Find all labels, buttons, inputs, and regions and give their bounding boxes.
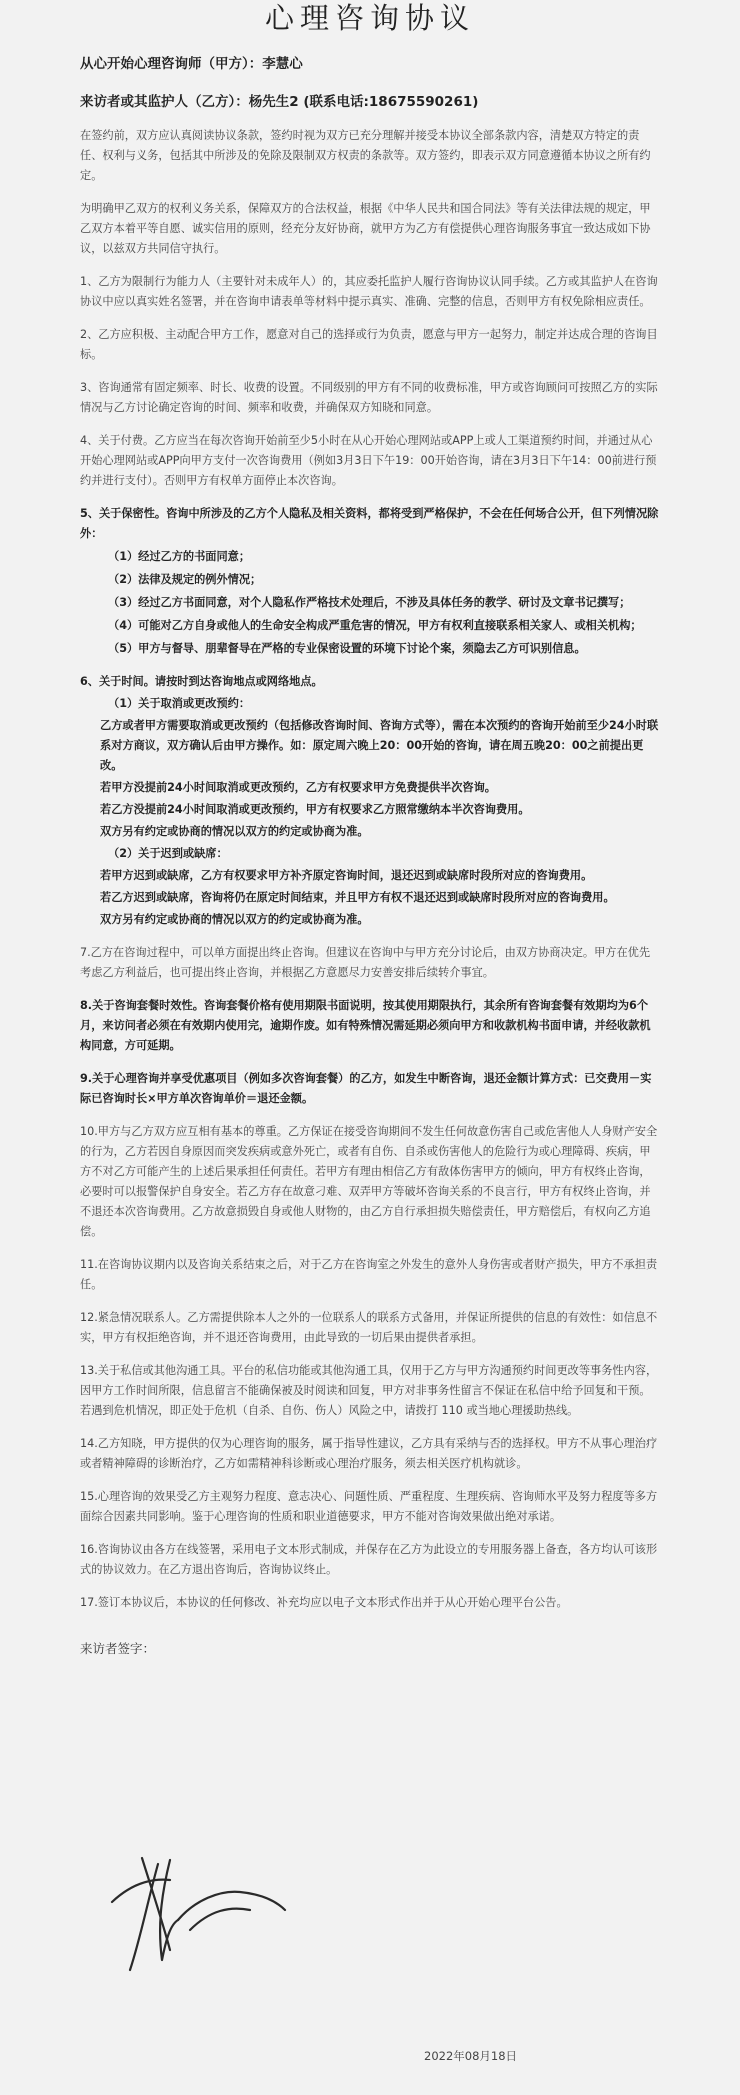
clause-16: 16.咨询协议由各方在线签署，采用电子文本形式制成，并保存在乙方为此设立的专用服务器上备查，各方均认可该形式的协议效力。在乙方退出咨询后，咨询协议终止。 xyxy=(80,1543,658,1576)
sign-date: 2022年08月18日 xyxy=(424,2049,518,2063)
clause-2: 2、乙方应积极、主动配合甲方工作，愿意对自己的选择或行为负责，愿意与甲方一起努力，制定并达成合理的咨询目标。 xyxy=(80,328,658,361)
clause-14: 14.乙方知晓，甲方提供的仅为心理咨询的服务，属于指导性建议，乙方具有采纳与否的选择权。甲方不从事心理治疗或者精神障碍的诊断治疗，乙方如需精神科诊断或心理治疗服务，须去相关医疗机构就诊。 xyxy=(80,1437,658,1470)
clause-6-sub-1-text: 乙方或者甲方需要取消或更改预约（包括修改咨询时间、咨询方式等），需在本次预约的咨询开始前至少24小时联系对方商议，双方确认后由甲方操作。如：原定周六晚上20：00开始的咨询，请在周五晚20：00之前提出更改。 xyxy=(100,719,659,772)
clause-4: 4、关于付费。乙方应当在每次咨询开始前至少5小时在从心开始心理网站或APP上或人工渠道预约时间，并通过从心开始心理网站或APP向甲方支付一次咨询费用（例如3月3日下午19：00开始咨询，请在3月3日下午14：00前进行预约并进行支付）。否则甲方有权单方面停止本次咨询。 xyxy=(80,434,657,487)
clause-6-sub-2-line-1: 若甲方迟到或缺席，乙方有权要求甲方补齐原定咨询时间，退还迟到或缺席时段所对应的咨询费用。 xyxy=(100,869,593,882)
page-title: 心理咨询协议 xyxy=(264,1,475,35)
intro-paragraph-2: 为明确甲乙双方的权利义务关系，保障双方的合法权益，根据《中华人民共和国合同法》等有关法律法规的规定，甲乙双方本着平等自愿、诚实信用的原则，经充分友好协商，就甲方为乙方有偿提供心理咨询服务事宜一致达成如下协议，以兹双方共同信守执行。 xyxy=(80,202,651,255)
clause-5: 5、关于保密性。咨询中所涉及的乙方个人隐私及相关资料，都将受到严格保护，不会在任何场合公开，但下列情况除外： xyxy=(80,507,659,540)
clause-7: 7.乙方在咨询过程中，可以单方面提出终止咨询。但建议在咨询中与甲方充分讨论后，由双方协商决定。甲方在优先考虑乙方利益后，也可提出终止咨询，并根据乙方意愿尽力安善安排后续转介事宜。 xyxy=(80,946,651,979)
handwritten-signature xyxy=(100,1830,340,1980)
clause-9: 9.关于心理咨询并享受优惠项目（例如多次咨询套餐）的乙方，如发生中断咨询，退还金额计算方式：已交费用－实际已咨询时长×甲方单次咨询单价＝退还金额。 xyxy=(80,1072,652,1105)
clause-17: 17.签订本协议后，本协议的任何修改、补充均应以电子文本形式作出并于从心开始心理平台公告。 xyxy=(80,1596,568,1609)
clause-15: 15.心理咨询的效果受乙方主观努力程度、意志决心、问题性质、严重程度、生理疾病、咨询师水平及努力程度等多方面综合因素共同影响。鉴于心理咨询的性质和职业道德要求，甲方不能对咨询效果做出绝对承诺。 xyxy=(80,1490,658,1523)
clause-5-item-5: （5）甲方与督导、朋辈督导在严格的专业保密设置的环境下讨论个案，须隐去乙方可识别信息。 xyxy=(108,642,586,655)
clause-5-item-3: （3）经过乙方书面同意，对个人隐私作严格技术处理后，不涉及具体任务的教学、研讨及文章书记撰写； xyxy=(108,596,631,609)
clause-8: 8.关于咨询套餐时效性。咨询套餐价格有使用期限书面说明，按其使用期限执行，其余所有咨询套餐有效期均为6个月，来访问者必须在有效期内使用完，逾期作废。如有特殊情况需延期必须向甲方和收款机构书面申请，并经收款机构同意，方可延期。 xyxy=(80,999,651,1052)
clause-5-item-4: （4）可能对乙方自身或他人的生命安全构成严重危害的情况，甲方有权利直接联系相关家人、或相关机构； xyxy=(108,619,642,632)
intro-paragraph-1: 在签约前，双方应认真阅读协议条款，签约时视为双方已充分理解并接受本协议全部条款内容，清楚双方特定的责任、权利与义务，包括其中所涉及的免除及限制双方权责的条款等。双方签约，即表示双方同意遵循本协议之所有约定。 xyxy=(80,129,651,182)
party-b: 来访者或其监护人（乙方）：杨先生2 (联系电话:18675590261) xyxy=(80,94,479,110)
clause-12: 12.紧急情况联系人。乙方需提供除本人之外的一位联系人的联系方式备用，并保证所提供的信息的有效性：如信息不实，甲方有权拒绝咨询，并不退还咨询费用，由此导致的一切后果由提供者承担。 xyxy=(80,1311,658,1344)
clause-6-sub-1-line-3: 双方另有约定或协商的情况以双方的约定或协商为准。 xyxy=(100,825,369,838)
clause-6-sub-1-line-1: 若甲方没提前24小时间取消或更改预约，乙方有权要求甲方免费提供半次咨询。 xyxy=(100,781,496,794)
clause-6-sub-2-line-2: 若乙方迟到或缺席，咨询将仍在原定时间结束，并且甲方有权不退还迟到或缺席时段所对应的咨询费用。 xyxy=(100,891,615,904)
clause-6-sub-2-title: （2）关于迟到或缺席： xyxy=(108,847,228,860)
clause-13: 13.关于私信或其他沟通工具。平台的私信功能或其他沟通工具，仅用于乙方与甲方沟通预约时间更改等事务性内容，因甲方工作时间所限，信息留言不能确保被及时阅读和回复，甲方对非事务性留言不保证在私信中给予回复和干预。若遇到危机情况，即正处于危机（自杀、自伤、伤人）风险之中，请拨打 110 或当地心理援助热线。 xyxy=(80,1364,658,1417)
clause-11: 11.在咨询协议期内以及咨询关系结束之后，对于乙方在咨询室之外发生的意外人身伤害或者财产损失，甲方不承担责任。 xyxy=(80,1258,658,1291)
clause-6-sub-2-line-3: 双方另有约定或协商的情况以双方的约定或协商为准。 xyxy=(100,913,369,926)
clause-3: 3、咨询通常有固定频率、时长、收费的设置。不同级别的甲方有不同的收费标准，甲方或咨询顾问可按照乙方的实际情况与乙方讨论确定咨询的时间、频率和收费，并确保双方知晓和同意。 xyxy=(80,381,658,414)
clause-6-sub-1-line-2: 若乙方没提前24小时间取消或更改预约，甲方有权要求乙方照常缴纳本半次咨询费用。 xyxy=(100,803,530,816)
clause-6: 6、关于时间。请按时到达咨询地点或网络地点。 xyxy=(80,675,323,688)
clause-5-item-1: （1）经过乙方的书面同意； xyxy=(108,550,251,563)
clause-5-item-2: （2）法律及规定的例外情况； xyxy=(108,573,262,586)
clause-10: 10.甲方与乙方双方应互相有基本的尊重。乙方保证在接受咨询期间不发生任何故意伤害自己或危害他人人身财产安全的行为，乙方若因自身原因而突发疾病或意外死亡，或者有自伤、自杀或伤害他人的危险行为或心理障碍、疾病，甲方不对乙方可能产生的上述后果承担任何责任。若甲方有理由相信乙方有敌体伤害甲方的倾向，甲方有权终止咨询，必要时可以报警保护自身安全。若乙方存在故意刁难、双弄甲方等破坏咨询关系的不良言行，甲方有权终止咨询，并不退还本次咨询费用。乙方故意损毁自身或他人财物的，由乙方自行承担损失赔偿责任，甲方赔偿后，有权向乙方追偿。 xyxy=(80,1125,658,1238)
party-a: 从心开始心理咨询师（甲方）：李慧心 xyxy=(80,56,303,72)
clause-1: 1、乙方为限制行为能力人（主要针对未成年人）的，其应委托监护人履行咨询协议认同手续。乙方或其监护人在咨询协议中应以真实姓名签署，并在咨询申请表单等材料中提示真实、准确、完整的信息，否则甲方有权免除相应责任。 xyxy=(80,275,658,308)
signature-label: 来访者签字： xyxy=(80,1641,156,1656)
clause-6-sub-1-title: （1）关于取消或更改预约： xyxy=(108,697,251,710)
